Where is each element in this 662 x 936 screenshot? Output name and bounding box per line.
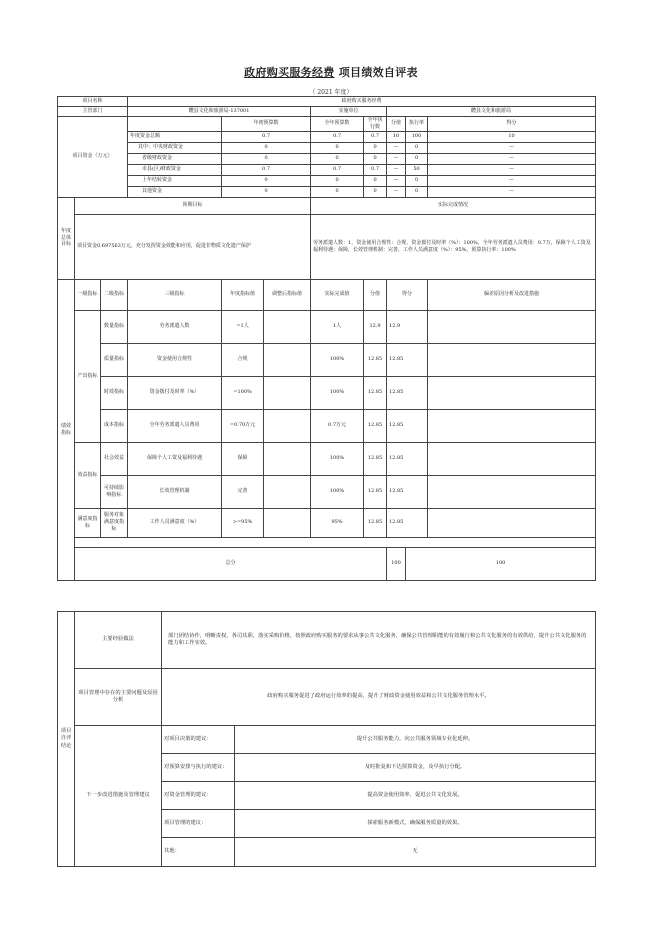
indicator-l3: 全年劳务派遣人员费用 (128, 409, 222, 442)
indicator-l3: 长效管理机制 (128, 475, 222, 508)
indicator-got: 12.85 (387, 409, 428, 442)
indicator-header: 分值 (364, 279, 387, 310)
goals-label: 年度总体目标 (58, 197, 75, 279)
indicator-actual: 0.7万元 (311, 409, 364, 442)
indicator-row (58, 343, 596, 376)
funds-cell: 0 (406, 142, 428, 153)
indicator-note (428, 343, 596, 376)
indicator-row (58, 310, 596, 343)
satisfaction-indicator-label: 满意度指标 (75, 508, 101, 537)
indicator-l3: 工作人员满意度（%） (128, 508, 222, 537)
funds-cell: 0.7 (222, 164, 311, 175)
indicator-adjusted (264, 310, 311, 343)
indicator-target: 合规 (222, 343, 264, 376)
indicator-l3: 资金使用合规性 (128, 343, 222, 376)
funds-cell: 0 (406, 175, 428, 186)
funds-cell: 0 (364, 153, 387, 164)
funds-cell: 0.7 (222, 131, 311, 142)
funds-row (58, 175, 596, 186)
project-name-value: 政府购买服务经费 (128, 97, 596, 107)
title-suffix: 项目绩效自评表 (338, 66, 418, 79)
problems-text: 政府购买服务促进了政府运行效率的提高，提升了财政资金使用效益和公共文化服务管理水平。 (162, 669, 596, 726)
funds-row-name: 其中：中央财政资金 (128, 142, 222, 153)
evaluation-table (57, 611, 596, 867)
indicator-row (58, 409, 596, 442)
funds-row-name: 其他资金 (128, 186, 222, 197)
funds-cell: 10 (387, 131, 406, 142)
indicator-got: 12.85 (387, 442, 428, 475)
funds-header: 全年执行数 (364, 117, 387, 132)
funds-row-name: 市县(区)财政资金 (128, 164, 222, 175)
funds-cell: 0 (222, 186, 311, 197)
impl-value: 醴县文化和旅游局 (387, 107, 596, 117)
indicator-target: >=95% (222, 508, 264, 537)
funds-row (58, 153, 596, 164)
indicator-header: 调整后指标值 (264, 279, 311, 310)
funds-row-name: 年度资金总额 (128, 131, 222, 142)
indicator-spacer-row (75, 537, 596, 547)
impl-label: 实施单位 (311, 107, 387, 117)
indicator-actual: 95% (311, 508, 364, 537)
indicator-header: 三级指标 (128, 279, 222, 310)
funds-header: 分值 (387, 117, 406, 132)
indicator-header: 偏差原因分析及改进措施 (428, 279, 596, 310)
funds-header: 全年预算数 (311, 117, 364, 132)
indicator-score: 12.85 (364, 409, 387, 442)
indicator-row (58, 376, 596, 409)
indicator-target: 完善 (222, 475, 264, 508)
indicator-note (428, 442, 596, 475)
indicator-header: 一级指标 (75, 279, 101, 310)
indicator-l2: 数量指标 (101, 310, 128, 343)
funds-header: 得分 (428, 117, 596, 132)
indicator-actual: 100% (311, 343, 364, 376)
funds-cell: 0 (311, 186, 364, 197)
funds-cell: 0.7 (311, 131, 364, 142)
indicator-target: 保障 (222, 442, 264, 475)
funds-row (58, 164, 596, 175)
indicator-adjusted (264, 508, 311, 537)
funds-cell: — (428, 164, 596, 175)
dept-label: 主管部门 (58, 107, 128, 117)
funds-cell: 0 (311, 153, 364, 164)
indicator-adjusted (264, 442, 311, 475)
indicator-l2: 成本指标 (101, 409, 128, 442)
suggestion-label: 项目管理的建议： (162, 810, 235, 838)
indicator-got: 12.85 (387, 376, 428, 409)
funds-cell: 0 (311, 142, 364, 153)
suggestion-text: 无 (235, 838, 596, 867)
funds-cell: 0.7 (364, 164, 387, 175)
funds-cell: 0 (222, 153, 311, 164)
page-title (0, 64, 662, 80)
funds-cell: 100 (406, 131, 428, 142)
indicator-actual: 100% (311, 475, 364, 508)
title-project-name: 政府购买服务经费 (244, 66, 335, 79)
indicator-got: 12.85 (387, 343, 428, 376)
year-label: （ 2021 年度） (309, 89, 353, 96)
evaluation-section-label: 项目自评结论 (58, 612, 75, 867)
indicator-header: 年度指标值 (222, 279, 264, 310)
funds-cell: 0 (406, 186, 428, 197)
experience-text: 部门团结协作，明晰责权，各司其职，落实采购价格，按照政府购买服务的要求从事公共文化服务，确保公共管理职能的有效履行和公共文化服务的有效供给，提升公共文化服务的能力和工作实效。 (162, 612, 596, 669)
indicator-row (58, 475, 596, 508)
indicator-adjusted (264, 409, 311, 442)
funds-cell: 50 (406, 164, 428, 175)
actual-result-text: 劳务派遣人数：1，资金使用合规性：合规，资金拨付及时率（%）：100%，全年劳务派遣人员费用：0.7万，保障个人工资及福利待遇：保障，长效管理机制：完善，工作人员满意度（%）：95%，预算执行率：100% (311, 214, 596, 279)
indicator-note (428, 376, 596, 409)
suggestion-text: 提升公共服务能力，向公共服务领域专业化延伸。 (235, 726, 596, 754)
next-steps-label: 下一步改进措施及管理建议 (75, 726, 162, 867)
indicator-actual: 100% (311, 376, 364, 409)
suggestion-label: 对资金管理的建议： (162, 782, 235, 810)
indicator-l2: 质量指标 (101, 343, 128, 376)
indicator-target: =100% (222, 376, 264, 409)
funds-header: 年初预算数 (222, 117, 311, 132)
total-score: 100 (387, 547, 406, 580)
indicator-score: 12.85 (364, 343, 387, 376)
funds-cell: — (387, 175, 406, 186)
funds-cell: — (387, 153, 406, 164)
indicators-section-label: 绩效指标 (58, 279, 75, 580)
indicator-got: 12.85 (387, 508, 428, 537)
indicator-l2: 服务对象满意度指标 (101, 508, 128, 537)
indicator-score: 12.85 (364, 508, 387, 537)
indicator-note (428, 475, 596, 508)
indicator-l2: 社会效益 (101, 442, 128, 475)
indicator-l3: 资金拨付及时率（%） (128, 376, 222, 409)
indicator-score: 12.85 (364, 376, 387, 409)
funds-cell: — (428, 142, 596, 153)
funds-cell: — (428, 153, 596, 164)
funds-header-blank (128, 117, 222, 132)
indicator-adjusted (264, 475, 311, 508)
funds-row (58, 142, 596, 153)
funds-cell: — (428, 175, 596, 186)
problems-label: 项目管理中存在的主要问题及原因分析 (75, 669, 162, 726)
funds-row (58, 131, 596, 142)
indicator-note (428, 310, 596, 343)
indicator-header: 得分 (387, 279, 428, 310)
suggestion-text: 探索服务新模式，确保服务质量的效果。 (235, 810, 596, 838)
funds-cell: 0 (364, 175, 387, 186)
indicator-actual: 1人 (311, 310, 364, 343)
indicator-header: 实际完成值 (311, 279, 364, 310)
funds-cell: 0.7 (364, 131, 387, 142)
indicator-adjusted (264, 343, 311, 376)
funds-row (58, 186, 596, 197)
indicator-l2: 时效指标 (101, 376, 128, 409)
funds-cell: — (428, 186, 596, 197)
indicator-l3: 保障个人工资及福利待遇 (128, 442, 222, 475)
indicator-score: 12.9 (364, 310, 387, 343)
output-indicator-label: 产出指标 (75, 310, 101, 442)
indicator-actual: 100% (311, 442, 364, 475)
suggestion-text: 提高资金使用效率，促进公共文化发展。 (235, 782, 596, 810)
dept-value: 醴县文化和旅游局-137001 (128, 107, 311, 117)
suggestion-label: 其他： (162, 838, 235, 867)
indicator-target: =0.70万元 (222, 409, 264, 442)
funds-cell: 0 (364, 142, 387, 153)
indicator-l3: 劳务派遣人数 (128, 310, 222, 343)
indicator-note (428, 409, 596, 442)
total-label: 总分 (75, 547, 387, 580)
performance-table (57, 96, 596, 581)
indicator-target: =1人 (222, 310, 264, 343)
indicator-l2: 可持续影响指标 (101, 475, 128, 508)
indicator-score: 12.85 (364, 475, 387, 508)
funds-header: 执行率 (406, 117, 428, 132)
funds-cell: — (387, 164, 406, 175)
indicator-row (58, 442, 596, 475)
funds-cell: — (387, 142, 406, 153)
suggestion-label: 对项目决策的建议： (162, 726, 235, 754)
funds-cell: 0 (311, 175, 364, 186)
funds-cell: 0 (222, 142, 311, 153)
indicator-adjusted (264, 376, 311, 409)
funds-label: 项目资金（万元） (58, 117, 128, 198)
funds-cell: 0 (222, 175, 311, 186)
total-got: 100 (406, 547, 596, 580)
funds-cell: — (387, 186, 406, 197)
benefit-indicator-label: 效益指标 (75, 442, 101, 508)
suggestion-text: 及时批复和下达预算资金，及早执行分配。 (235, 754, 596, 782)
funds-row-name: 上年结转资金 (128, 175, 222, 186)
expected-goal-text: 项目资金0.697563万元，充分发挥资金效能和应用，促进非物质文化遗产保护 (75, 214, 311, 279)
indicator-note (428, 508, 596, 537)
actual-result-label: 实际完成情况 (311, 197, 596, 214)
funds-cell: 0 (364, 186, 387, 197)
funds-row-name: 省级财政资金 (128, 153, 222, 164)
experience-label: 主要经验做法 (75, 612, 162, 669)
indicator-score: 12.85 (364, 442, 387, 475)
project-name-label: 项目名称 (58, 97, 128, 107)
expected-goal-label: 预期目标 (75, 197, 311, 214)
indicator-got: 12.9 (387, 310, 428, 343)
indicator-row (58, 508, 596, 537)
suggestion-label: 对预算安排与执行的建议： (162, 754, 235, 782)
indicator-header: 二级指标 (101, 279, 128, 310)
funds-cell: 0.7 (311, 164, 364, 175)
funds-cell: 10 (428, 131, 596, 142)
indicator-got: 12.85 (387, 475, 428, 508)
funds-cell: 0 (406, 153, 428, 164)
